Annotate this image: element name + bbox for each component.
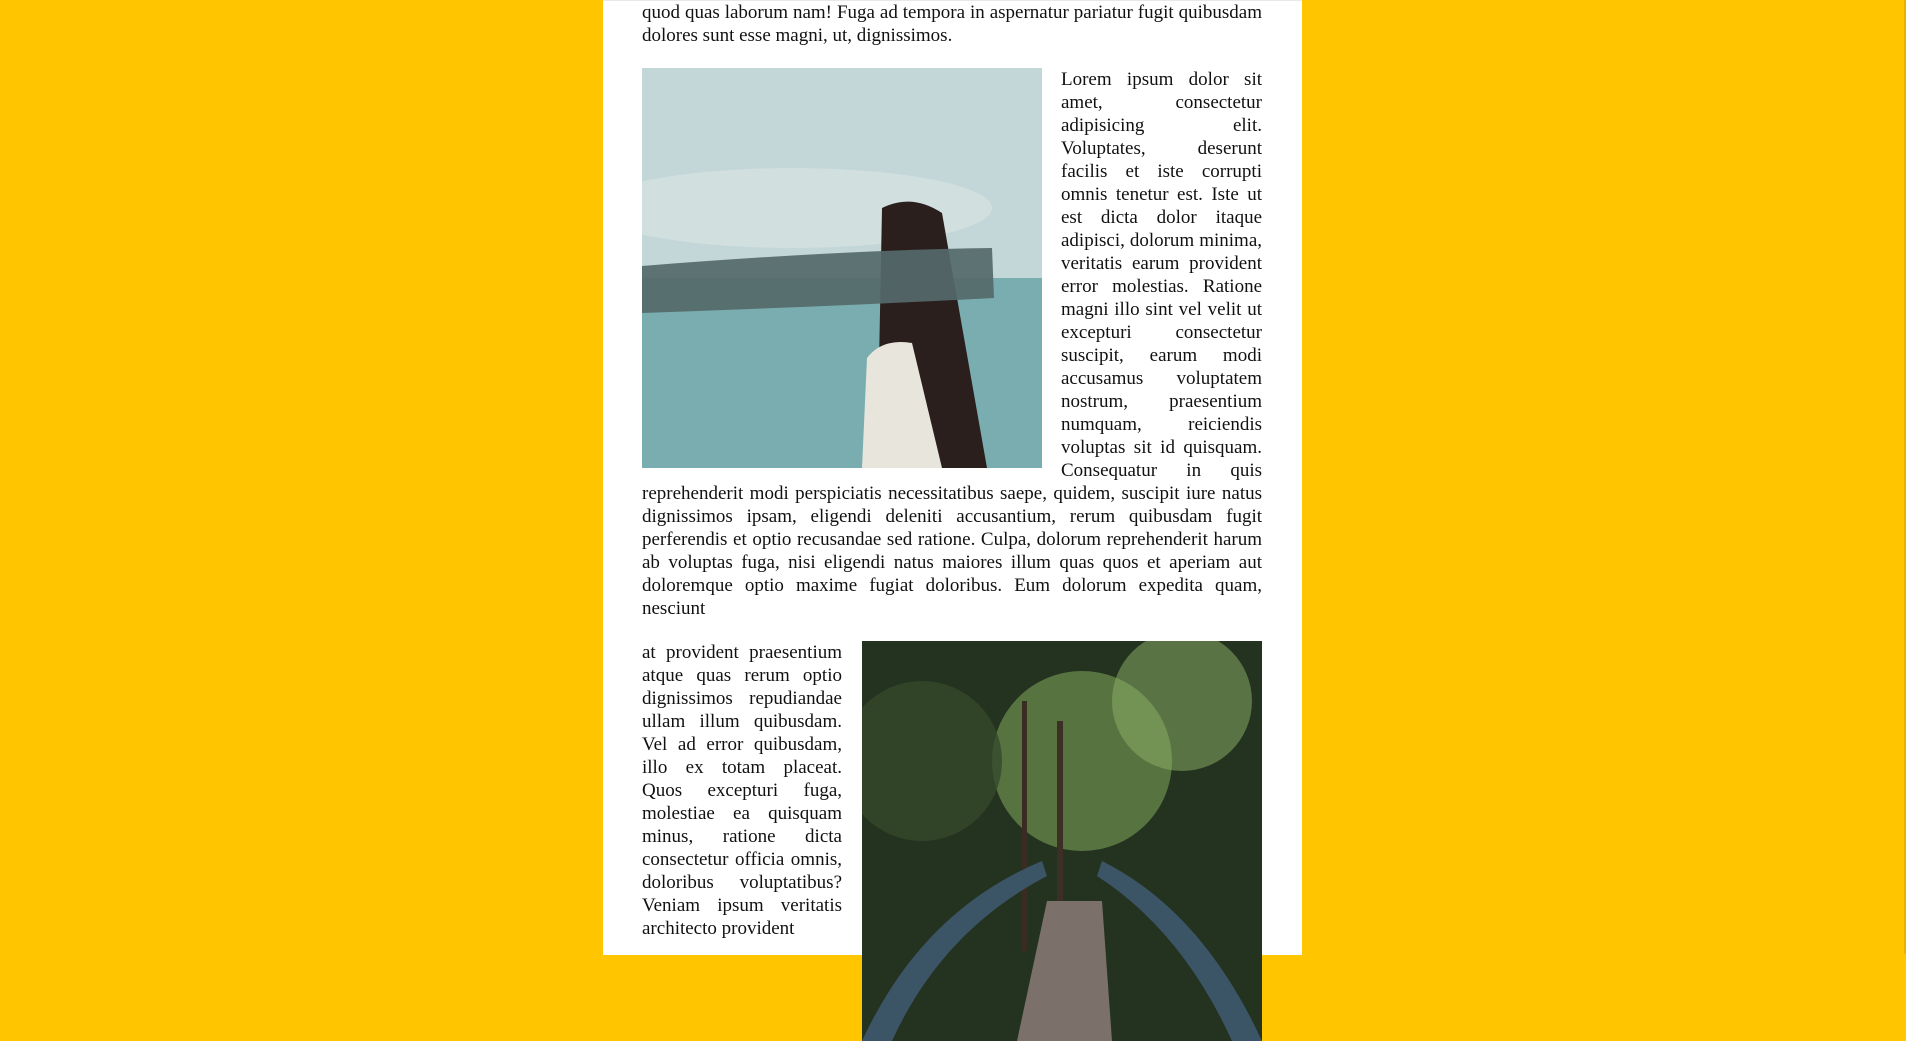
article-column (603, 0, 1302, 955)
paragraph-middle: Lorem ipsum dolor sit amet, consectetur adipisicing elit. Voluptates, deserunt facilis et iste corrupti omnis tenetur est. Iste ut est dicta dolor itaque adipisci, dolorum minima, veritatis earum provident error molestias. Ratione magni illo sint vel velit ut excepturi consectetur suscipit, earum modi accusamus voluptatem nostrum, praesentium numquam, reiciendis voluptas sit id quisquam. Consequatur in quis reprehenderit modi perspiciatis necessitatibus saepe, quidem, suscipit iure natus dignissimos ipsam, eligendi deleniti accusantium, rerum quibusdam fugit perferendis et optio recusandae sed ratione. Culpa, dolorum reprehenderit harum ab voluptas fuga, nisi eligendi natus maiores illum quas quos et aperiam aut doloremque optio maxime fugiat doloribus. Eum dolorum expedita quam, nesciunt (642, 69, 1262, 619)
image-forest-bridge (862, 641, 1262, 1041)
paragraph-bottom: at provident praesentium atque quas rerum optio dignissimos repudiandae ullam illum quibusdam. Vel ad error quibusdam, illo ex totam placeat. Quos excepturi fuga, molestiae ea quisquam minus, ratione dicta consectetur officia omnis, doloribus voluptatibus? Veniam ipsum veritatis architecto provident (642, 642, 842, 939)
image-blindfolded-woman (642, 68, 1042, 468)
forest-bridge-illustration (862, 641, 1262, 1041)
paragraph-top: quod quas laborum nam! Fuga ad tempora in aspernatur pariatur fugit quibusdam dolores sunt esse magni, ut, dignissimos. (642, 2, 1262, 46)
blindfolded-woman-illustration (642, 68, 1042, 468)
article-content (642, 1, 1262, 1041)
